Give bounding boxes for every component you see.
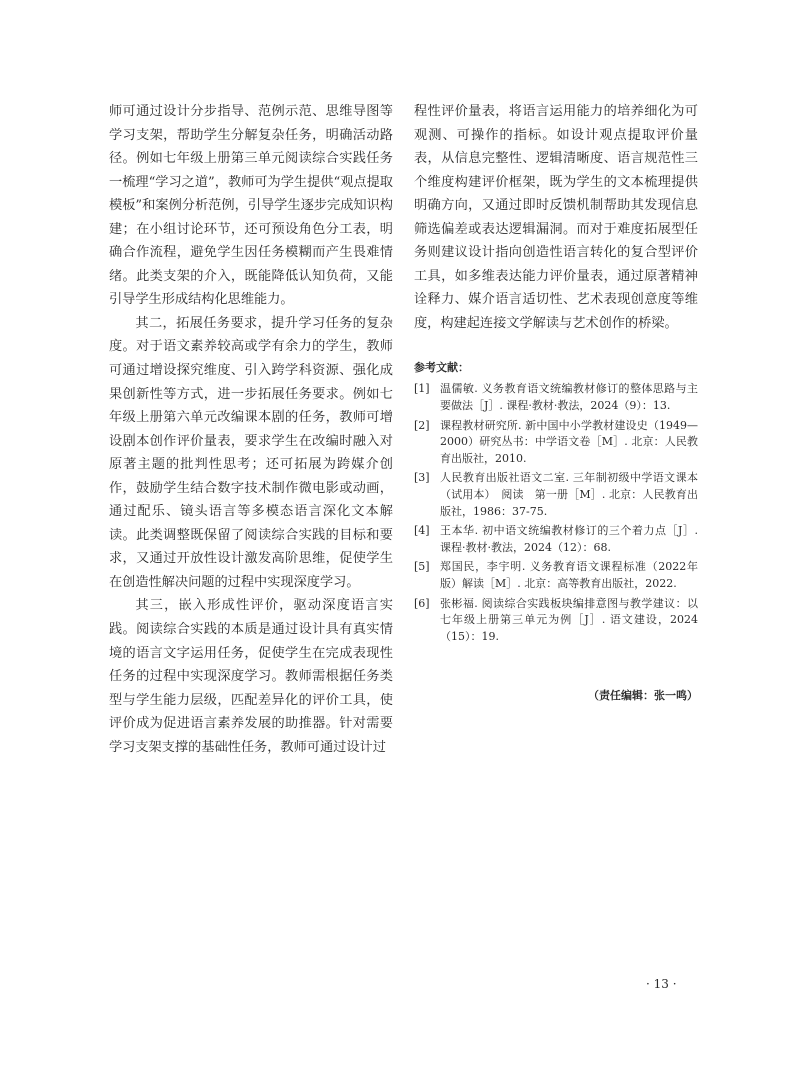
reference-text: 王本华. 初中语文统编教材修订的三个着力点［J］. 课程·教材·教法，2024（12）：68. bbox=[440, 524, 698, 554]
right-column bbox=[414, 100, 698, 703]
reference-item bbox=[414, 470, 698, 520]
references-heading: 参考文献： bbox=[414, 361, 469, 375]
reference-text: 温儒敏. 义务教育语文统编教材修订的整体思路与主要做法［J］. 课程·教材·教法，2024（9）：13. bbox=[440, 382, 698, 413]
body-paragraph-evaluation-tools: 程性评价量表，将语言运用能力的培养细化为可观测、可操作的指标。如设计观点提取评价量表，从信息完整性、逻辑清晰度、语言规范性三个维度构建评价框架，既为学生的文本梳理提供明确方向，又通过即时反馈机制帮助其发现信息筛选偏差或表达逻辑漏洞。而对于难度拓展型任务则建议设计指向创造性语言转化的复合型评价工具，如多维表达能力评价量表，通过原著精神诠释力、媒介语言适切性、艺术表现创意度等维度，构建起连接文学解读与艺术创作的桥梁。 bbox=[414, 104, 698, 331]
reference-item bbox=[414, 596, 698, 646]
left-column bbox=[109, 100, 393, 759]
reference-text: 课程教材研究所. 新中国中小学教材建设史（1949—2000）研究丛书：中学语文卷［M］. 北京：人民教育出版社，2010. bbox=[440, 418, 698, 465]
reference-text: 人民教育出版社语文二室. 三年制初级中学语文课本（试用本） 阅读 第一册［M］. 北京：人民教育出版社，1986：37-75. bbox=[440, 471, 698, 518]
reference-list bbox=[414, 381, 698, 645]
reference-number: [2] bbox=[414, 418, 430, 432]
body-paragraph-expand-task: 其二，拓展任务要求，提升学习任务的复杂度。对于语文素养较高或学有余力的学生，教师可通过增设探究维度、引入跨学科资源、强化成果创新性等方式，进一步拓展任务要求。例如七年级上册第六单元改编课本剧的任务，教师可增设剧本创作评价量表，要求学生在改编时融入对原著主题的批判性思考；还可拓展为跨媒介创作，鼓励学生结合数字技术制作微电影或动画，通过配乐、镜头语言等多模态语言深化文本解读。此类调整既保留了阅读综合实践的目标和要求，又通过开放性设计激发高阶思维，促使学生在创造性解决问题的过程中实现深度学习。 bbox=[109, 315, 393, 590]
reference-text: 郑国民，李宇明. 义务教育语文课程标准（2022年版）解读［M］. 北京：高等教育出版社，2022. bbox=[440, 560, 698, 590]
reference-item bbox=[414, 559, 698, 592]
reference-number: [6] bbox=[414, 596, 430, 610]
reference-item bbox=[414, 381, 698, 414]
reference-number: [3] bbox=[414, 471, 430, 485]
reference-number: [1] bbox=[414, 382, 430, 396]
reference-number: [4] bbox=[414, 524, 430, 538]
reference-item bbox=[414, 523, 698, 556]
page-number: · 13 · bbox=[646, 977, 677, 991]
reference-text: 张彬福. 阅读综合实践板块编排意图与教学建议：以七年级上册第三单元为例［J］. 语文建设，2024（15）：19. bbox=[440, 596, 698, 643]
responsible-editor: （责任编辑：张一鸣） bbox=[588, 689, 698, 703]
body-paragraph-formative-evaluation: 其三，嵌入形成性评价，驱动深度语言实践。阅读综合实践的本质是通过设计具有真实情境的语言文字运用任务，促使学生在完成表现性任务的过程中实现深度学习。教师需根据任务类型与学生能力层级，匹配差异化的评价工具，使评价成为促进语言素养发展的助推器。针对需要学习支架支撑的基础性任务，教师可通过设计过 bbox=[109, 598, 393, 755]
reference-item bbox=[414, 418, 698, 468]
body-paragraph-continuation: 师可通过设计分步指导、范例示范、思维导图等学习支架，帮助学生分解复杂任务，明确活动路径。例如七年级上册第三单元阅读综合实践任务一梳理“学习之道”，教师可为学生提供“观点提取模板”和案例分析范例，引导学生逐步完成知识构建；在小组讨论环节，还可预设角色分工表，明确合作流程，避免学生因任务模糊而产生畏难情绪。此类支架的介入，既能降低认知负荷，又能引导学生形成结构化思维能力。 bbox=[109, 104, 393, 308]
reference-number: [5] bbox=[414, 560, 430, 574]
